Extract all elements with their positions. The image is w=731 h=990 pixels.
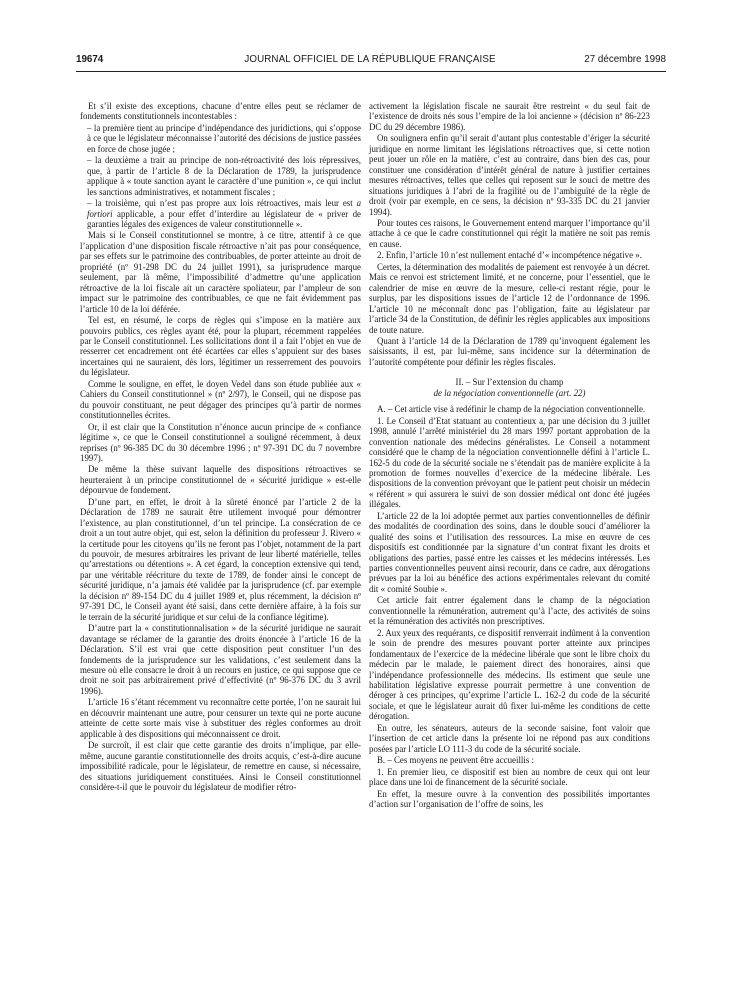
paragraph: 1. Le Conseil d’Etat statuant au contentieux a, par une décision du 3 juillet 1998, annulé l’arrêté ministériel du 28 mars 1997 portant approbation de la convention nationale des médecins généralistes. Le Conseil a notamment considéré que le champ de la négociation conventionnelle défini à l’article L. 162-5 du code de la sécurité sociale ne s’étendait pas de manière explicite à la promotion de formes nouvelles d’exercice de la médecine libérale. Les dispositions de la convention prévoyant que le patient peut choisir un médecin « référent » qui assurera le suivi de son dossier médical ont donc été jugées illégales. [369, 415, 650, 510]
section-heading [369, 377, 650, 398]
paragraph: Mais si le Conseil constitutionnel se montre, à ce titre, attentif à ce que l’application d’une disposition fiscale rétroactive n’ait pas pour conséquence, par ses effets sur le patrimoine des contribuables, de porter atteinte au droit de propriété (nº 91-298 DC du 24 juillet 1991), sa jurisprudence marque seulement, par là même, l’impossibilité d’admettre qu’une application rétroactive de la loi fiscale ait un caractère spoliateur, par l’ampleur de son impact sur le patrimoine des contribuables, ce que ne fait évidemment pas l’article 10 de la loi déférée. [80, 230, 361, 314]
paragraph: 2. Enfin, l’article 10 n’est nullement entaché d’« incompétence négative ». [377, 250, 642, 261]
left-column [80, 101, 361, 793]
paragraph: A. – Cet article vise à redéfinir le champ de la négociation conventionnelle. [377, 404, 646, 415]
paragraph: Or, il est clair que la Constitution n’énonce aucun principe de « confiance légitime », ce que le Conseil constitutionnel a souligné récemment, à deux reprises (nº 96-385 DC du 30 décembre 1996 ; nº 97-391 DC du 7 novembre 1997). [80, 421, 361, 463]
paragraph: D’autre part la « constitutionnalisation » de la sécurité juridique ne saurait davantage se réclamer de la garantie des droits énoncée à l’article 16 de la Déclaration. S’il est vrai que cette disposition peut constituer l’un des fondements de la jurisprudence sur les validations, c’est seulement dans la mesure où elle consacre le droit à un recours en justice, ce qui suppose que ce droit ne soit pas arbitrairement privé d’effectivité (nº 96-376 DC du 3 avril 1996). [80, 623, 361, 696]
paragraph: De même la thèse suivant laquelle des dispositions rétroactives se heurteraient à un principe constitutionnel de « sécurité juridique » est-elle dépourvue de fondement. [80, 464, 361, 496]
paragraph: B. – Ces moyens ne peuvent être accueillis : [377, 755, 534, 766]
section-heading-line: de la négociation conventionnelle (art. 22) [433, 387, 586, 398]
page-number: 19674 [76, 54, 104, 65]
header-rule [76, 71, 666, 72]
list-item-text: – la troisième, qui n’est pas propre aux lois rétroactives, mais leur est [87, 198, 357, 209]
paragraph: Comme le souligne, en effet, le doyen Vedel dans son étude publiée aux « Cahiers du Conseil constitutionnel » (nº 2/97), le Conseil, qui ne dispose pas du pouvoir constituant, ne peut dégager des principes qu’à partir de normes constitutionnelles écrites. [80, 378, 361, 421]
right-column [369, 101, 650, 810]
paragraph: Tel est, en résumé, le corps de règles qui s’impose en la matière aux pouvoirs publics, ces règles ayant été, pour la plupart, récemment rappelées par le Conseil constitutionnel. Les sollicitations dont il a fait l’objet en vue de resserrer cet encadrement ont été écartées car elles s’appuient sur des bases incertaines qui ne sauraient, dès lors, légitimer un resserrement des pouvoirs du législateur. [80, 315, 361, 378]
exceptions-list [80, 123, 361, 230]
paragraph: En outre, les sénateurs, auteurs de la seconde saisine, font valoir que l’insertion de cet article dans la présente loi ne répond pas aux conditions posées par l’article LO 111-3 du code de la sécurité sociale. [369, 722, 650, 754]
list-item [87, 198, 361, 229]
paragraph: L’article 16 s’étant récemment vu reconnaître cette portée, l’on ne saurait lui en découvrir maintenant une autre, pour censurer un texte qui ne porte aucune atteinte de cette sorte mais vise à substituer des règles conformes au droit applicable à des dispositions qui méconnaissent ce droit. [80, 697, 361, 739]
paragraph: 2. Aux yeux des requérants, ce dispositif renverrait indûment à la convention le soin de prendre des mesures pouvant porter atteinte aux principes fondamentaux de l’exercice de la médecine libérale que sont le libre choix du médecin par le malade, le paiement direct des honoraires, ainsi que l’indépendance professionnelle des médecins. Ils estiment que seule une habilitation législative expresse pourrait permettre à une convention de déroger à ces principes, qu’exprime l’article L. 162-2 du code de la sécurité sociale, et que le législateur aurait dû fixer lui-même les conditions de cette dérogation. [369, 627, 650, 722]
section-heading-line: II. – Sur l’extension du champ [455, 377, 564, 388]
paragraph: Et s’il existe des exceptions, chacune d’entre elles peut se réclamer de fondements constitutionnels incontestables : [80, 101, 361, 122]
paragraph: Certes, la détermination des modalités de paiement est renvoyée à un décret. Mais ce renvoi est strictement limité, et ne concerne, pour l’essentiel, que le calendrier de mise en œuvre de la mesure, celle-ci restant régie, pour le surplus, par les dispositions issues de l’article 12 de l’ordonnance de 1996. L’article 10 ne méconnaît donc pas l’obligation, faite au législateur par l’article 34 de la Constitution, de définir les règles applicables aux impositions de toute nature. [369, 261, 650, 335]
paragraph: Quant à l’article 14 de la Déclaration de 1789 qu’invoquent également les saisissants, il est, par lui-même, sans incidence sur la détermination de l’autorité compétente pour définir les règles fiscales. [369, 335, 650, 367]
list-item: – la première tient au principe d’indépendance des juridictions, qui s’oppose à ce que le législateur méconnaisse l’autorité des décisions de justice passées en force de chose jugée ; [87, 122, 361, 154]
paragraph: En effet, la mesure ouvre à la convention des possibilités importantes d’action sur l’organisation de l’offre de soins, les [369, 788, 650, 809]
journal-title: JOURNAL OFFICIEL DE LA RÉPUBLIQUE FRANÇAISE [244, 54, 496, 65]
paragraph: Pour toutes ces raisons, le Gouvernement entend marquer l’importance qu’il attache à ce que le cadre constitutionnel qui régit la matière ne soit pas remis en cause. [369, 217, 650, 249]
italic-phrase: a fortiori [87, 198, 361, 219]
list-item: – la deuxième a trait au principe de non-rétroactivité des lois répressives, que, à partir de l’article 8 de la Déclaration de 1789, la jurisprudence applique à « toute sanction ayant le caractère d’une punition », ce qui inclut les sanctions administratives, et notamment fiscales ; [87, 155, 361, 197]
paragraph: activement la législation fiscale ne saurait être restreint « du seul fait de l’existence de droits nés sous l’empire de la loi ancienne » (décision nº 86-223 DC du 29 décembre 1986). [369, 101, 650, 132]
list-item-text: applicable, a pour effet d’interdire au législateur de « priver de garanties légales des exigences de valeur constitutionnelle ». [87, 208, 361, 229]
page-header [74, 54, 666, 68]
paragraph: On soulignera enfin qu’il serait d’autant plus contestable d’ériger la sécurité juridique en norme limitant les législations rétroactives que, si cette notion peut jouer un rôle en la matière, c’est au contraire, dans bien des cas, pour constituer une considération d’intérêt général de nature à justifier certaines mesures rétroactives, telles que celles qui reposent sur le souci de mettre des situations juridiques à l’abri de la fragilité ou de l’ambiguïté de la règle de droit (voir par exemple, en ce sens, la décision nº 93-335 DC du 21 janvier 1994). [369, 133, 650, 217]
paragraph: L’article 22 de la loi adoptée permet aux parties conventionnelles de définir des modalités de coordination des soins, dans le double souci d’améliorer la qualité des soins et l’utilisation des ressources. La mise en œuvre de ces dispositifs est conditionnée par la signature d’un contrat fixant les droits et obligations des parties, passé entre les caisses et les médecins intéressés. Les parties conventionnelles peuvent ainsi recourir, dans ce cadre, aux dérogations prévues par la loi au bénéfice des actions expérimentales relevant du comité dit « comité Soubie ». [369, 510, 650, 594]
paragraph: De surcroît, il est clair que cette garantie des droits n’implique, par elle-même, aucune garantie constitutionnelle des droits acquis, c’est-à-dire aucune impossibilité radicale, pour le législateur, de remettre en cause, si nécessaire, des situations juridiquement constituées. Ainsi le Conseil constitutionnel considère-t-il que le pouvoir du législateur de modifier rétro- [80, 740, 361, 792]
paragraph: D’une part, en effet, le droit à la sûreté énoncé par l’article 2 de la Déclaration de 1789 ne saurait être utilement invoqué pour démontrer l’existence, au plan constitutionnel, d’un tel principe. La consécration de ce droit a un tout autre objet, qui est, selon la définition du professeur J. Rivero « la certitude pour les citoyens qu’ils ne feront pas l’objet, notamment de la part du pouvoir, de mesures arbitraires les privant de leur liberté matérielle, telles qu’arrestations ou détentions ». A cet égard, la conception extensive qui tend, par une véritable réécriture du texte de 1789, de fonder ainsi le concept de sécurité juridique, n’a jamais été validée par la jurisprudence (cf. par exemple la décision nº 89-154 DC du 4 juillet 1989 et, plus récemment, la décision nº 97-391 DC, le Conseil ayant été saisi, dans cette dernière affaire, à la fois sur le terrain de la sécurité juridique et sur celui de la confiance légitime). [80, 496, 361, 622]
issue-date: 27 décembre 1998 [584, 54, 666, 65]
paragraph: Cet article fait entrer également dans le champ de la négociation conventionnelle la rémunération, autrement qu’à l’acte, des activités de soins et la rémunération des activités non prescriptives. [369, 595, 650, 627]
paragraph: 1. En premier lieu, ce dispositif est bien au nombre de ceux qui ont leur place dans une loi de financement de la sécurité sociale. [369, 766, 650, 788]
